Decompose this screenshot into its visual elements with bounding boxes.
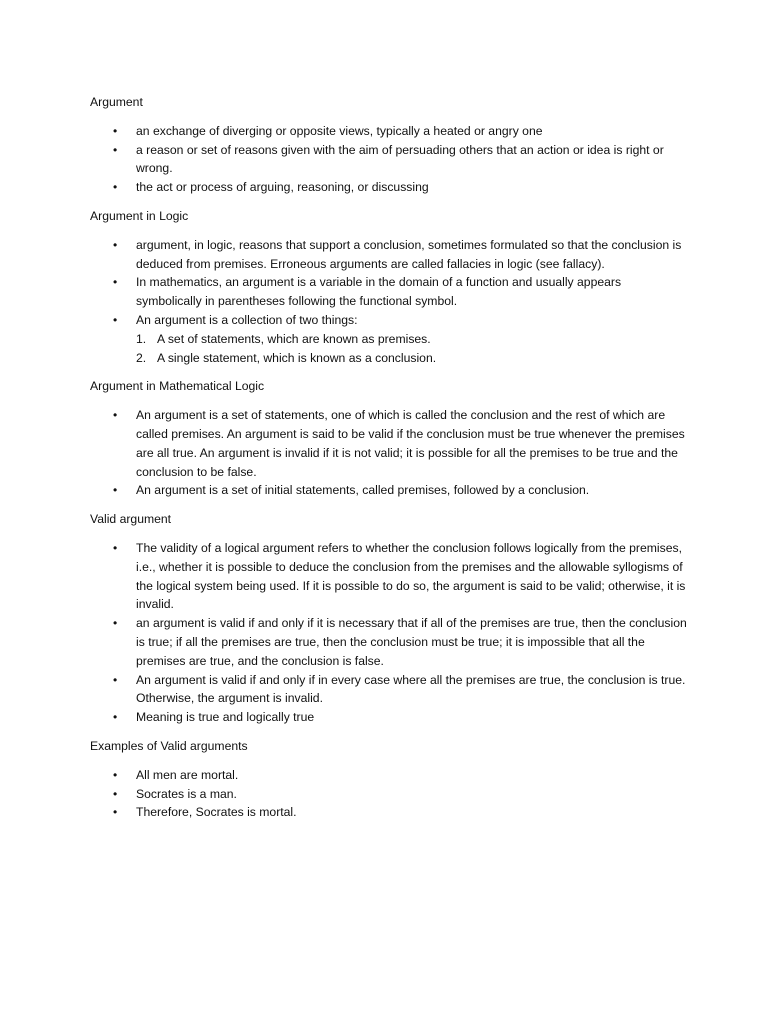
item-number: 2. [136,350,147,365]
list-item [90,406,690,481]
list-item [90,708,690,727]
bullet-icon: • [113,275,118,290]
list-item [90,614,690,670]
list-item-text: an exchange of diverging or opposite views, typically a heated or angry one [136,123,543,138]
document-page [90,93,690,832]
list-item [90,803,690,822]
bullet-icon: • [113,312,118,327]
bullet-list [90,539,690,727]
bullet-icon: • [113,710,118,725]
list-item-text: An argument is a set of statements, one of which is called the conclusion and the rest of which are called premises. An argument is said to be valid if the conclusion must be true whenever the premises are all true. An argument is invalid if it is not valid; it is possible for all the premises to be true and the conclusion to be false. [136,408,685,479]
section-heading: Argument [90,95,143,109]
list-item [90,311,690,367]
list-item-text: An argument is valid if and only if in every case where all the premises are true, the conclusion is true. Otherwise, the argument is invalid. [136,672,686,706]
bullet-icon: • [113,672,118,687]
bullet-icon: • [113,180,118,195]
section-heading: Argument in Logic [90,208,189,223]
section-heading: Examples of Valid arguments [90,738,248,753]
list-item [90,766,690,785]
bullet-list [90,766,690,822]
list-item-text: An argument is a collection of two things: [136,312,358,327]
list-item [90,273,690,311]
list-item [90,122,690,141]
numbered-item [136,349,690,368]
bullet-list [90,406,690,500]
list-item-text: All men are mortal. [136,767,239,782]
list-item-text: Therefore, Socrates is mortal. [136,805,297,820]
list-item [90,141,690,179]
section-heading: Valid argument [90,512,172,527]
list-item [90,539,690,614]
list-item [90,236,690,274]
numbered-item-text: A set of statements, which are known as premises. [157,331,431,346]
bullet-list [90,122,690,197]
bullet-icon: • [113,123,118,138]
list-item [90,671,690,709]
bullet-icon: • [113,540,118,555]
bullet-icon: • [113,483,118,498]
list-item-text: In mathematics, an argument is a variable in the domain of a function and usually appears symbolically in parentheses following the functional symbol. [136,275,622,309]
list-item [90,785,690,804]
list-item-text: The validity of a logical argument refers to whether the conclusion follows logically from the premises, i.e., whether it is possible to deduce the conclusion from the premises and the allowable syllogisms of the logical system being used. If it is possible to do so, the argument is said to be valid; otherwise, it is invalid. [136,540,686,612]
list-item-text: argument, in logic, reasons that support a conclusion, sometimes formulated so that the conclusion is deduced from premises. Erroneous arguments are called fallacies in logic (see fallacy). [136,237,682,271]
item-number: 1. [136,331,147,346]
list-item [90,178,690,197]
bullet-icon: • [113,786,118,801]
list-item-text: the act or process of arguing, reasoning, or discussing [136,180,429,195]
bullet-icon: • [113,237,118,252]
bullet-list [90,236,690,368]
list-item-text: a reason or set of reasons given with the aim of persuading others that an action or idea is right or wrong. [136,142,664,176]
list-item-text: Meaning is true and logically true [136,710,315,725]
numbered-item-text: A single statement, which is known as a conclusion. [157,350,437,365]
section-heading: Argument in Mathematical Logic [90,379,265,394]
list-item-text: An argument is a set of initial statements, called premises, followed by a conclusion. [136,483,590,498]
bullet-icon: • [113,805,118,820]
bullet-icon: • [113,142,118,157]
list-item-text: Socrates is a man. [136,786,237,801]
numbered-item [136,330,690,349]
bullet-icon: • [113,408,118,423]
list-item [90,481,690,500]
bullet-icon: • [113,767,118,782]
numbered-list [136,330,690,368]
bullet-icon: • [113,616,118,631]
list-item-text: an argument is valid if and only if it is necessary that if all of the premises are true, then the conclusion is true; if all the premises are true, then the conclusion must be true; it is impossible that all the premises are true, and the conclusion is false. [136,616,687,668]
